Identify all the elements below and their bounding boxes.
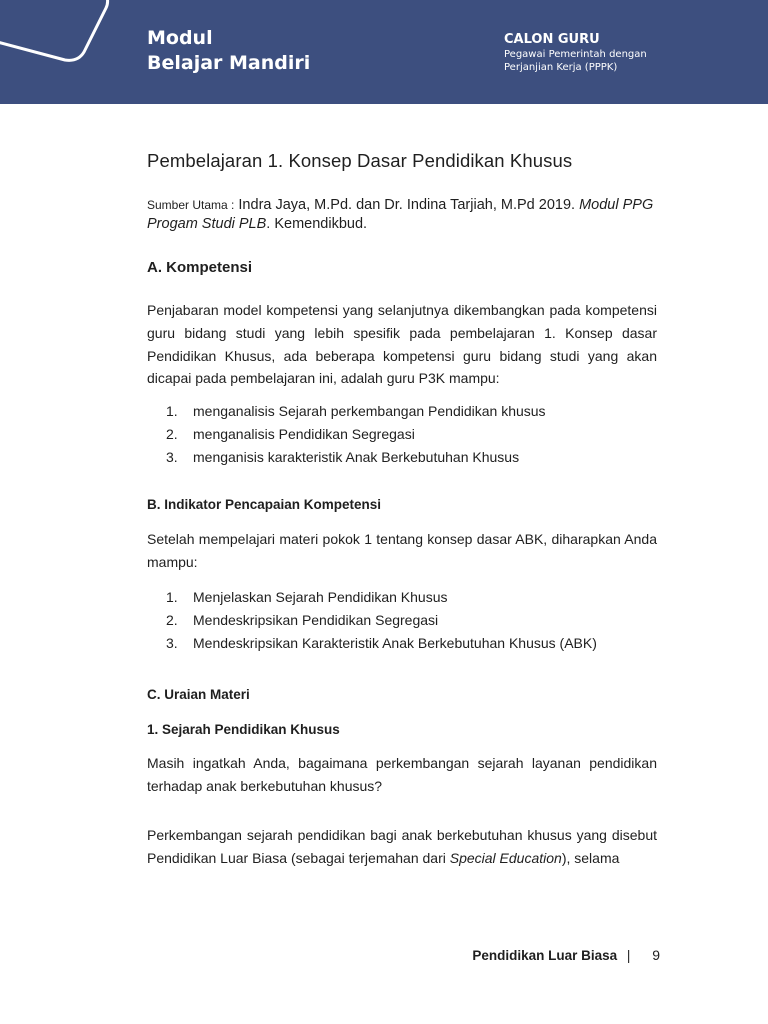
competency-list [147, 400, 657, 469]
list-item-number: 2. [166, 426, 178, 443]
source-tail: . Kemendikbud. [266, 216, 368, 232]
brand-line-2: Belajar Mandiri [147, 52, 311, 74]
paragraph-2-italic: Special Education [449, 850, 562, 867]
page-number: 9 [652, 947, 660, 963]
section-b-heading: B. Indikator Pencapaian Kompetensi [147, 497, 382, 513]
role-line-2: Perjanjian Kerja (PPPK) [504, 62, 618, 73]
source-label: Sumber Utama : [147, 198, 235, 212]
decorative-outline-shape [0, 0, 768, 104]
list-item [147, 423, 657, 446]
page-content [147, 150, 657, 870]
page-footer [472, 947, 660, 963]
role-block [504, 32, 647, 74]
header-banner [0, 0, 768, 104]
list-item-text: menganisis karakteristik Anak Berkebutuhan Khusus [193, 449, 520, 466]
role-line-1: Pegawai Pemerintah dengan [504, 49, 647, 60]
paragraph-2-end: ), selama [561, 850, 620, 867]
list-item-text: Mendeskripsikan Pendidikan Segregasi [193, 611, 439, 628]
list-item [147, 632, 657, 655]
list-item-number: 1. [166, 588, 178, 605]
section-c-paragraph-2 [147, 824, 657, 870]
source-text: Indra Jaya, M.Pd. dan Dr. Indina Tarjiah, M.Pd 2019. [238, 197, 576, 213]
page-title: Pembelajaran 1. Konsep Dasar Pendidikan Khusus [147, 150, 573, 171]
brand-line-1: Modul [147, 27, 213, 49]
section-a-paragraph: Penjabaran model kompetensi yang selanjutnya dikembangkan pada kompetensi guru bidang studi yang lebih spesifik pada pembelajaran 1. Konsep dasar Pendidikan Khusus, ada beberapa kompetensi guru bidang studi yang akan dicapai pada pembelajaran ini, adalah guru P3K mampu: [147, 302, 657, 387]
footer-separator: | [626, 948, 631, 963]
list-item [147, 586, 657, 609]
list-item-text: Mendeskripsikan Karakteristik Anak Berkebutuhan Khusus (ABK) [193, 634, 597, 651]
list-item-text: menganalisis Pendidikan Segregasi [193, 426, 415, 443]
list-item [147, 446, 657, 469]
section-a-heading: A. Kompetensi [147, 259, 253, 276]
list-item-number: 1. [166, 403, 178, 420]
source-citation [147, 196, 657, 234]
footer-label: Pendidikan Luar Biasa [472, 948, 618, 963]
list-item-number: 3. [166, 449, 178, 466]
section-c-subheading: 1. Sejarah Pendidikan Khusus [147, 721, 340, 737]
paragraph-2-start: Perkembangan sejarah pendidikan bagi anak berkebutuhan khusus yang disebut Pendidikan Luar Biasa (sebagai terjemahan dari [147, 827, 657, 867]
list-item-number: 2. [166, 611, 178, 628]
list-item [147, 400, 657, 423]
brand-title [147, 26, 310, 76]
list-item-text: Menjelaskan Sejarah Pendidikan Khusus [193, 588, 448, 605]
list-item [147, 609, 657, 632]
section-b-paragraph: Setelah mempelajari materi pokok 1 tentang konsep dasar ABK, diharapkan Anda mampu: [147, 531, 657, 570]
list-item-number: 3. [166, 634, 178, 651]
section-c-heading: C. Uraian Materi [147, 686, 250, 702]
list-item-text: menganalisis Sejarah perkembangan Pendidikan khusus [193, 403, 546, 420]
role-title: CALON GURU [504, 32, 600, 47]
section-c-paragraph-1: Masih ingatkah Anda, bagaimana perkembangan sejarah layanan pendidikan terhadap anak berkebutuhan khusus? [147, 754, 657, 794]
source-italic: Modul PPG Progam Studi PLB [147, 197, 654, 232]
indicator-list [147, 586, 657, 655]
